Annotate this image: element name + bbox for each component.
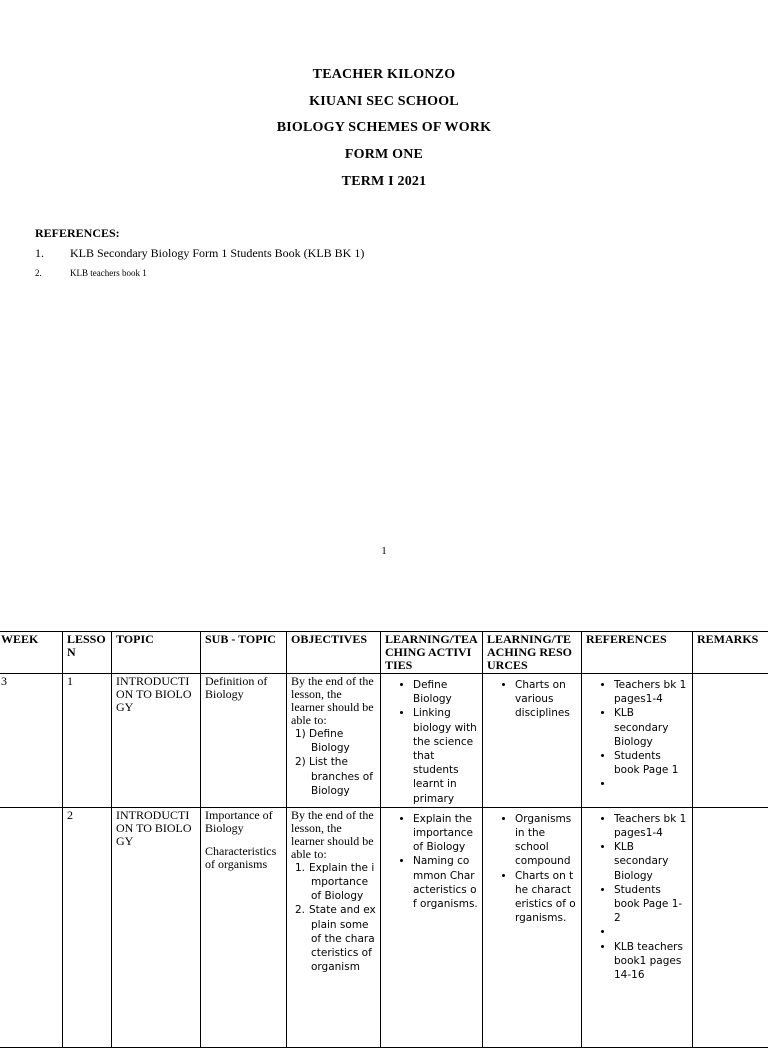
cell-resources xyxy=(483,807,582,1047)
header-subtopic: SUB - TOPIC xyxy=(201,632,287,674)
objective-item: 2. State and explain some of the characteristics of organism xyxy=(311,903,376,974)
scheme-table xyxy=(0,631,768,1048)
term-label: TERM I 2021 xyxy=(0,174,768,190)
resources-list xyxy=(487,812,577,926)
reference-entry: • KLB teachers book1 pages 14-16 xyxy=(614,940,688,983)
cell-activities xyxy=(381,674,483,808)
resource-item: • Charts on various disciplines xyxy=(515,678,577,721)
header-remarks: REMARKS xyxy=(693,632,768,674)
cell-topic: INTRODUCTION TO BIOLOGY xyxy=(112,674,201,808)
header-objectives: OBJECTIVES xyxy=(287,632,381,674)
activity-item: • Linking biology with the science that students learnt in primary xyxy=(413,706,478,805)
activity-item: • Naming common Characteristics of organisms. xyxy=(413,854,478,911)
cell-references xyxy=(582,674,693,808)
header-activities: LEARNING/TEACHING ACTIVITIES xyxy=(381,632,483,674)
resource-item: • Charts on the characteristics of organisms. xyxy=(515,869,577,926)
header-references: REFERENCES xyxy=(582,632,693,674)
reference-entry: • Teachers bk 1 pages1-4 xyxy=(614,678,688,706)
header-topic: TOPIC xyxy=(112,632,201,674)
resource-item: • Organisms in the school compound xyxy=(515,812,577,869)
header-lesson: LESSON xyxy=(63,632,112,674)
cell-lesson: 2 xyxy=(63,807,112,1047)
cell-remarks xyxy=(693,807,768,1047)
page-number: 1 xyxy=(0,545,768,557)
references-list xyxy=(586,812,688,982)
form-label: FORM ONE xyxy=(0,147,768,163)
table-row xyxy=(0,674,768,808)
objective-item: 1) Define Biology xyxy=(311,727,376,755)
objective-item: 1. Explain the importance of Biology xyxy=(311,861,376,904)
reference-entry: • KLB secondary Biology xyxy=(614,840,688,883)
cell-objectives xyxy=(287,807,381,1047)
cell-references xyxy=(582,807,693,1047)
reference-item: 1. KLB Secondary Biology Form 1 Students Book (KLB BK 1) xyxy=(35,246,364,261)
cell-activities xyxy=(381,807,483,1047)
objectives-list xyxy=(291,727,376,798)
cell-subtopic xyxy=(201,807,287,1047)
objectives-intro: By the end of the lesson, the learner should be able to: xyxy=(291,675,376,727)
reference-entry: • Students book Page 1-2 xyxy=(614,883,688,926)
reference-entry xyxy=(614,925,688,939)
header-week: WEEK xyxy=(0,632,63,674)
cell-topic: INTRODUCTION TO BIOLOGY xyxy=(112,807,201,1047)
cell-remarks xyxy=(693,674,768,808)
references-title: REFERENCES: xyxy=(35,226,120,241)
objectives-list xyxy=(291,861,376,975)
cell-subtopic xyxy=(201,674,287,808)
school-name: KIUANI SEC SCHOOL xyxy=(0,94,768,110)
cell-objectives xyxy=(287,674,381,808)
resources-list xyxy=(487,678,577,721)
activities-list xyxy=(385,678,478,806)
references-list xyxy=(586,678,688,792)
reference-entry: • Teachers bk 1 pages1-4 xyxy=(614,812,688,840)
objectives-intro: By the end of the lesson, the learner should be able to: xyxy=(291,809,376,861)
reference-entry: • KLB secondary Biology xyxy=(614,706,688,749)
activity-item: • Define Biology xyxy=(413,678,478,706)
activities-list xyxy=(385,812,478,911)
cell-week xyxy=(0,807,63,1047)
activity-item: • Explain the importance of Biology xyxy=(413,812,478,855)
teacher-name: TEACHER KILONZO xyxy=(0,67,768,83)
objective-item: 2) List the branches of Biology xyxy=(311,755,376,798)
cell-lesson: 1 xyxy=(63,674,112,808)
table-header-row xyxy=(0,632,768,674)
cell-resources xyxy=(483,674,582,808)
subtopic-text: Definition of Biology xyxy=(205,675,282,701)
subtopic-text: Characteristics of organisms xyxy=(205,845,282,871)
subtopic-text: Importance of Biology xyxy=(205,809,282,835)
reference-item: 2. KLB teachers book 1 xyxy=(35,268,147,278)
header-resources: LEARNING/TEACHING RESOURCES xyxy=(483,632,582,674)
cell-week: 3 xyxy=(0,674,63,808)
document-title: BIOLOGY SCHEMES OF WORK xyxy=(0,120,768,136)
reference-entry: • Students book Page 1 xyxy=(614,749,688,777)
reference-entry xyxy=(614,777,688,791)
table-row xyxy=(0,807,768,1047)
